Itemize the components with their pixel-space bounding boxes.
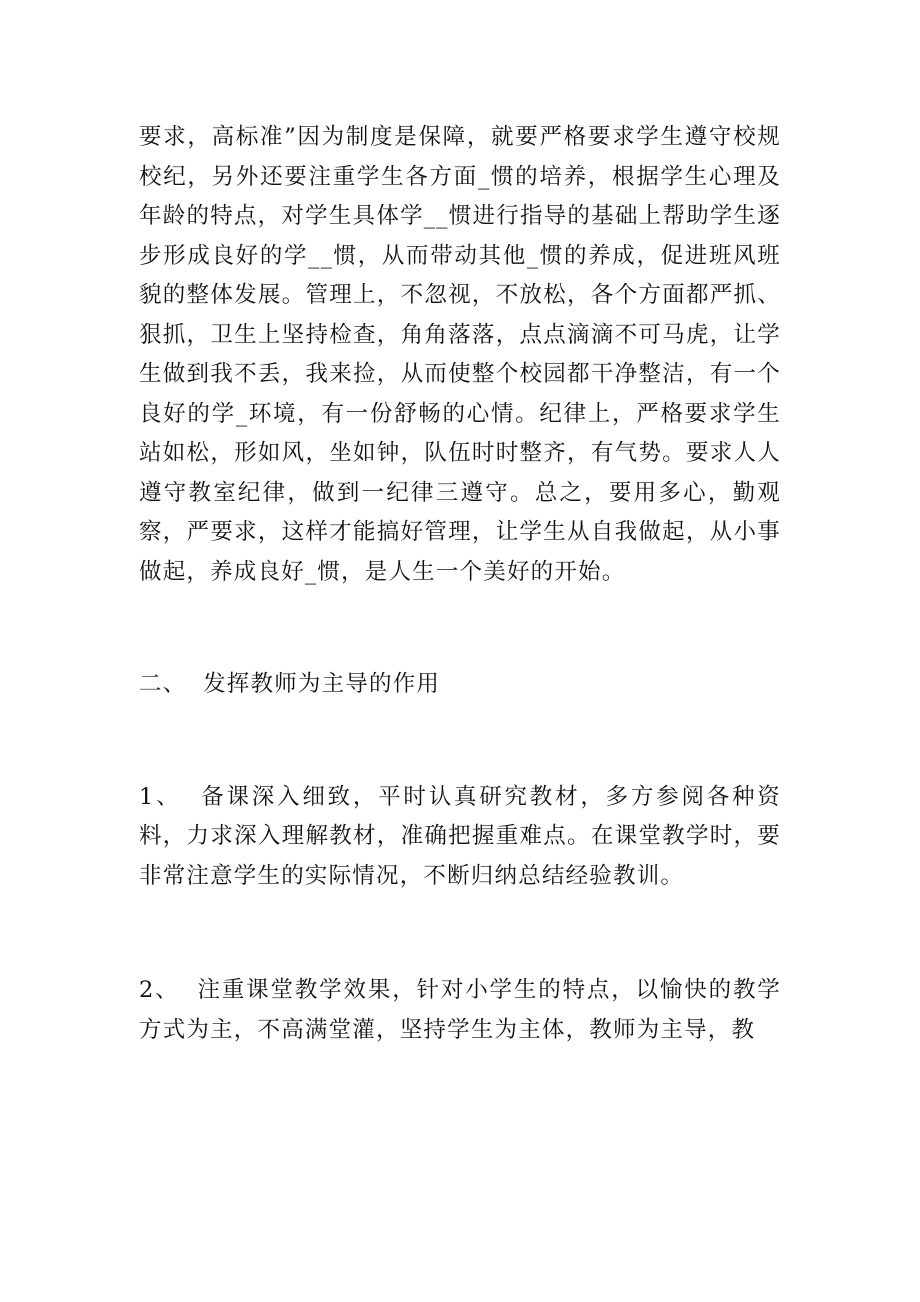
body-paragraph: 要求，高标准”因为制度是保障，就要严格要求学生遵守校规校纪，另外还要注重学生各方面_惯的培养，根据学生心理及年龄的特点，对学生具体学__惯进行指导的基础上帮助学生逐步形成良好的学__惯，从而带动其他_惯的养成，促进班风班貌的整体发展。管理上，不忽视，不放松，各个方面都严抓、狠抓，卫生上坚持检查，角角落落，点点滴滴不可马虎，让学生做到我不丢，我来捡，从而使整个校园都干净整洁，有一个良好的学_环境，有一份舒畅的心情。纪律上，严格要求学生站如松，形如风，坐如钟，队伍时时整齐，有气势。要求人人遵守教室纪律，做到一纪律三遵守。总之，要用多心，勤观察，严要求，这样才能搞好管理，让学生从自我做起，从小事做起，养成良好_惯，是人生一个美好的开始。 [139,124,781,585]
list-item-1: 1、 备课深入细致，平时认真研究教材，多方参阅各种资料，力求深入理解教材，准确把握重难点。在课堂教学时，要非常注意学生的实际情况，不断归纳总结经验教训。 [139,783,781,889]
document-page [139,118,781,1050]
section-heading: 二、 发挥教师为主导的作用 [139,671,441,697]
list-item-2: 2、 注重课堂教学效果，针对小学生的特点，以愉快的教学方式为主，不高满堂灌，坚持学生为主体，教师为主导，教 [139,977,781,1043]
